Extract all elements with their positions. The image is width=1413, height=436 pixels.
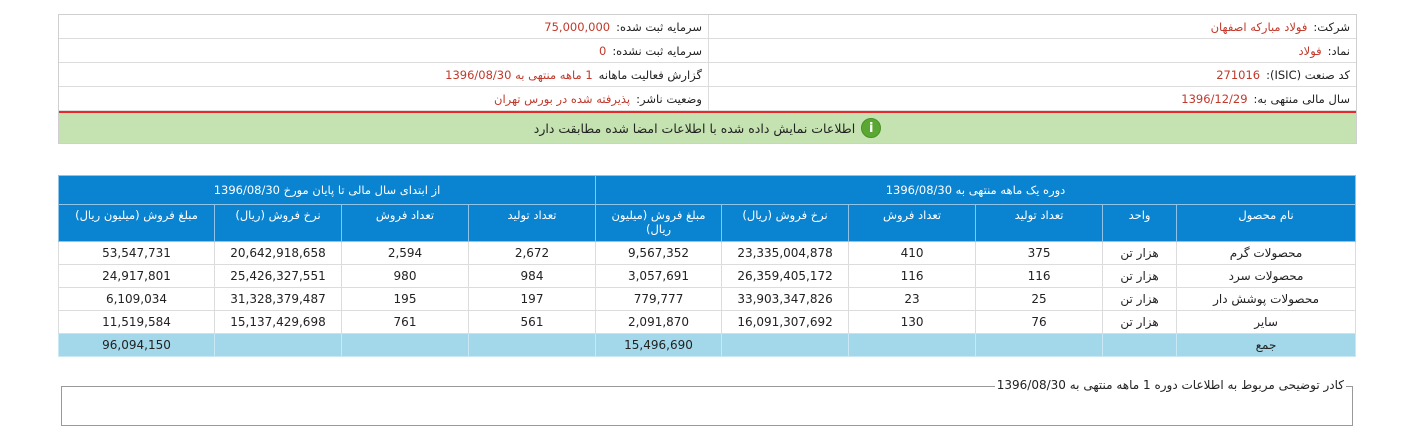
publisher-status-cell (59, 87, 708, 110)
cell-ytd-sales-rate: 15,137,429,698 (215, 311, 342, 334)
fiscal-year-label: سال مالی منتهی به: (1253, 91, 1350, 106)
cell-ytd-sales-rate: 25,426,327,551 (215, 265, 342, 288)
cell-sales-rate: 23,335,004,878 (722, 242, 849, 265)
fiscal-year-value: 1396/12/29 (1181, 91, 1248, 106)
publisher-status-value: پذیرفته شده در بورس تهران (494, 91, 631, 106)
description-box-title: کادر توضیحی مربوط به اطلاعات دوره 1 ماهه منتهی به 1396/08/30 (996, 378, 1344, 392)
cell-ytd-sales-rate: 31,328,379,487 (215, 288, 342, 311)
cell-ytd-production-qty: 984 (469, 265, 596, 288)
company-label: شرکت: (1313, 19, 1350, 34)
col-unit: واحد (1103, 205, 1177, 242)
cell-ytd-sales-qty: 195 (342, 288, 469, 311)
symbol-value: فولاد (1298, 43, 1322, 58)
isic-label: کد صنعت (ISIC): (1266, 67, 1350, 82)
cell-sales-amount: 779,777 (596, 288, 722, 311)
total-ytd-sales-amount: 96,094,150 (59, 334, 215, 357)
total-sales-amount: 15,496,690 (596, 334, 722, 357)
col-ytd-sales-rate: نرخ فروش (ریال) (215, 205, 342, 242)
cell-sales-qty: 410 (849, 242, 976, 265)
registered-capital-cell (59, 15, 708, 38)
unregistered-capital-value: 0 (598, 43, 607, 58)
company-cell (708, 15, 1356, 38)
cell-sales-rate: 16,091,307,692 (722, 311, 849, 334)
cell-ytd-production-qty: 561 (469, 311, 596, 334)
cell-ytd-production-qty: 197 (469, 288, 596, 311)
table-row (59, 265, 1356, 288)
table-row (59, 288, 1356, 311)
col-product-name: نام محصول (1177, 205, 1356, 242)
symbol-cell (708, 39, 1356, 62)
total-empty-cell (722, 334, 849, 357)
company-info-panel (58, 14, 1357, 144)
total-empty-cell (469, 334, 596, 357)
col-sales-qty: تعداد فروش (849, 205, 976, 242)
cell-product-name: محصولات پوشش دار (1177, 288, 1356, 311)
cell-ytd-sales-amount: 53,547,731 (59, 242, 215, 265)
cell-unit: هزار تن (1103, 311, 1177, 334)
total-empty-cell (215, 334, 342, 357)
cell-production-qty: 76 (976, 311, 1103, 334)
verification-notice (59, 113, 1356, 144)
total-empty-cell (976, 334, 1103, 357)
info-icon: i (861, 118, 881, 138)
publisher-status-label: وضعیت ناشر: (636, 91, 702, 106)
report-value: 1 ماهه منتهی به 1396/08/30 (445, 67, 593, 82)
info-row-fiscal (59, 87, 1356, 111)
isic-value: 271016 (1216, 67, 1261, 82)
total-row (59, 334, 1356, 357)
cell-sales-qty: 116 (849, 265, 976, 288)
col-ytd-production-qty: تعداد تولید (469, 205, 596, 242)
cell-sales-amount: 9,567,352 (596, 242, 722, 265)
col-ytd-sales-qty: تعداد فروش (342, 205, 469, 242)
cell-product-name: سایر (1177, 311, 1356, 334)
cell-sales-rate: 33,903,347,826 (722, 288, 849, 311)
cell-ytd-sales-amount: 6,109,034 (59, 288, 215, 311)
cell-ytd-sales-amount: 24,917,801 (59, 265, 215, 288)
col-sales-amount: مبلغ فروش (میلیون ریال) (596, 205, 722, 242)
cell-sales-qty: 130 (849, 311, 976, 334)
registered-capital-label: سرمایه ثبت شده: (616, 19, 702, 34)
cell-product-name: محصولات گرم (1177, 242, 1356, 265)
cell-sales-amount: 3,057,691 (596, 265, 722, 288)
notice-text: اطلاعات نمایش داده شده با اطلاعات امضا شده مطابقت دارد (533, 120, 856, 136)
report-cell (59, 63, 708, 86)
total-label: جمع (1177, 334, 1356, 357)
isic-cell (708, 63, 1356, 86)
fiscal-year-cell (708, 87, 1356, 110)
total-empty-cell (342, 334, 469, 357)
cell-unit: هزار تن (1103, 242, 1177, 265)
cell-sales-qty: 23 (849, 288, 976, 311)
info-row-isic (59, 63, 1356, 87)
total-empty-cell (1103, 334, 1177, 357)
cell-ytd-production-qty: 2,672 (469, 242, 596, 265)
table-row (59, 311, 1356, 334)
cell-product-name: محصولات سرد (1177, 265, 1356, 288)
col-ytd-sales-amount: مبلغ فروش (میلیون ریال) (59, 205, 215, 242)
ytd-header: از ابتدای سال مالی تا پایان مورخ 1396/08/30 (59, 176, 596, 205)
registered-capital-value: 75,000,000 (544, 19, 611, 34)
cell-production-qty: 375 (976, 242, 1103, 265)
cell-ytd-sales-amount: 11,519,584 (59, 311, 215, 334)
table-row (59, 242, 1356, 265)
cell-ytd-sales-qty: 2,594 (342, 242, 469, 265)
cell-unit: هزار تن (1103, 265, 1177, 288)
description-box (61, 378, 1353, 426)
cell-production-qty: 116 (976, 265, 1103, 288)
col-production-qty: تعداد تولید (976, 205, 1103, 242)
cell-ytd-sales-qty: 761 (342, 311, 469, 334)
info-row-company (59, 15, 1356, 39)
total-empty-cell (849, 334, 976, 357)
cell-unit: هزار تن (1103, 288, 1177, 311)
cell-sales-rate: 26,359,405,172 (722, 265, 849, 288)
production-sales-table (58, 175, 1356, 357)
symbol-label: نماد: (1327, 43, 1350, 58)
cell-ytd-sales-qty: 980 (342, 265, 469, 288)
company-value: فولاد مبارکه اصفهان (1210, 19, 1308, 34)
unregistered-capital-cell (59, 39, 708, 62)
cell-ytd-sales-rate: 20,642,918,658 (215, 242, 342, 265)
cell-production-qty: 25 (976, 288, 1103, 311)
cell-sales-amount: 2,091,870 (596, 311, 722, 334)
col-sales-rate: نرخ فروش (ریال) (722, 205, 849, 242)
period-header: دوره یک ماهه منتهی به 1396/08/30 (596, 176, 1356, 205)
info-row-symbol (59, 39, 1356, 63)
unregistered-capital-label: سرمایه ثبت نشده: (612, 43, 702, 58)
report-label: گزارش فعالیت ماهانه (598, 67, 702, 82)
